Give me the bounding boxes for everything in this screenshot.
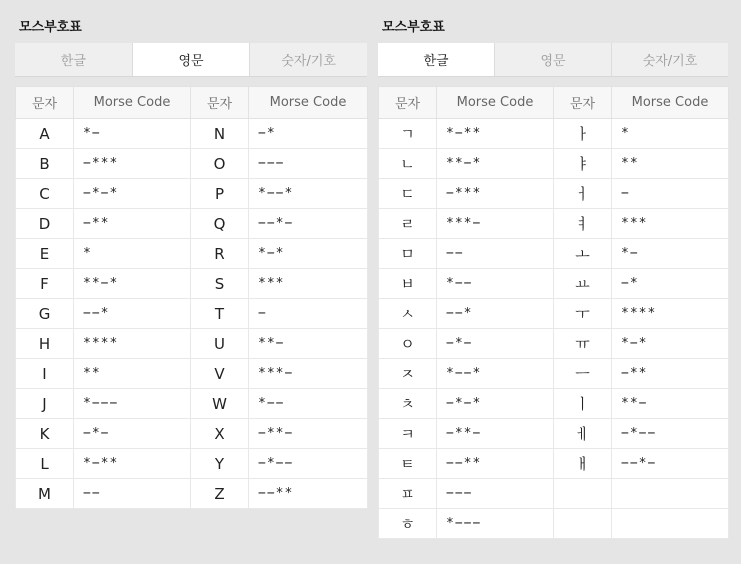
table-row <box>379 509 729 539</box>
table-row <box>379 329 729 359</box>
letter-cell: ㅣ <box>554 389 612 419</box>
letter-cell: ㅠ <box>554 329 612 359</box>
morse-code-cell: −** <box>612 359 729 389</box>
morse-code-cell: −*−* <box>437 389 554 419</box>
letter-cell: K <box>16 419 74 449</box>
letter-cell: ㅂ <box>379 269 437 299</box>
table-row <box>379 419 729 449</box>
table-row <box>379 449 729 479</box>
letter-cell: G <box>16 299 74 329</box>
letter-cell: F <box>16 269 74 299</box>
morse-code-cell: **−* <box>74 269 191 299</box>
morse-code-cell: *−−− <box>74 389 191 419</box>
letter-cell: ㅈ <box>379 359 437 389</box>
morse-code-cell: −**− <box>249 419 368 449</box>
letter-cell: ㅓ <box>554 179 612 209</box>
morse-code-cell: **** <box>612 299 729 329</box>
letter-cell: ㅜ <box>554 299 612 329</box>
morse-code-cell: −*−* <box>74 179 191 209</box>
letter-cell: W <box>191 389 249 419</box>
table-row <box>16 359 368 389</box>
morse-code-cell: −*** <box>437 179 554 209</box>
morse-code-cell: *** <box>612 209 729 239</box>
letter-cell: ㅁ <box>379 239 437 269</box>
morse-code-cell: −−** <box>437 449 554 479</box>
letter-cell: T <box>191 299 249 329</box>
letter-cell: R <box>191 239 249 269</box>
morse-code-cell: *−−* <box>249 179 368 209</box>
table-row <box>379 209 729 239</box>
morse-code-cell: −** <box>74 209 191 239</box>
letter-cell: ㅍ <box>379 479 437 509</box>
letter-cell: ㅋ <box>379 419 437 449</box>
tab-english[interactable]: 영문 <box>133 43 251 76</box>
table-row <box>16 239 368 269</box>
table-row <box>16 479 368 509</box>
morse-code-cell: −− <box>74 479 191 509</box>
letter-cell: ㅐ <box>554 449 612 479</box>
morse-table <box>378 86 729 539</box>
morse-code-cell: −*** <box>74 149 191 179</box>
letter-cell: ㅕ <box>554 209 612 239</box>
morse-code-cell: *− <box>74 119 191 149</box>
table-row <box>379 239 729 269</box>
morse-code-cell: −−* <box>437 299 554 329</box>
morse-code-cell: *−− <box>249 389 368 419</box>
morse-code-cell: −−− <box>437 479 554 509</box>
table-row <box>16 149 368 179</box>
tab-english[interactable]: 영문 <box>495 43 612 76</box>
morse-code-cell: *−** <box>74 449 191 479</box>
morse-code-cell: −*−− <box>612 419 729 449</box>
column-header-char: 문자 <box>16 87 74 119</box>
tab-korean[interactable]: 한글 <box>15 43 133 76</box>
morse-code-cell: ** <box>612 149 729 179</box>
column-header-char: 문자 <box>379 87 437 119</box>
morse-code-cell: − <box>612 179 729 209</box>
letter-cell: B <box>16 149 74 179</box>
letter-cell: Y <box>191 449 249 479</box>
table-row <box>16 209 368 239</box>
morse-code-cell: **** <box>74 329 191 359</box>
table-row <box>16 419 368 449</box>
letter-cell: ㄷ <box>379 179 437 209</box>
morse-code-cell: −−* <box>74 299 191 329</box>
morse-code-cell: −−*− <box>612 449 729 479</box>
table-body <box>379 119 729 539</box>
letter-cell: ㅔ <box>554 419 612 449</box>
letter-cell: ㅛ <box>554 269 612 299</box>
table-row <box>16 299 368 329</box>
morse-code-cell: *− <box>612 239 729 269</box>
letter-cell: J <box>16 389 74 419</box>
table-row <box>379 479 729 509</box>
table-row <box>379 389 729 419</box>
letter-cell: M <box>16 479 74 509</box>
letter-cell: D <box>16 209 74 239</box>
letter-cell: ㅇ <box>379 329 437 359</box>
table-row <box>379 299 729 329</box>
morse-code-cell: *−−− <box>437 509 554 539</box>
morse-code-cell: ***− <box>437 209 554 239</box>
morse-code-cell: **−* <box>437 149 554 179</box>
letter-cell: ㅌ <box>379 449 437 479</box>
letter-cell: A <box>16 119 74 149</box>
column-header-code: Morse Code <box>74 87 191 119</box>
morse-code-cell: **− <box>612 389 729 419</box>
table-row <box>379 359 729 389</box>
panel-title: 모스부호표 <box>382 20 445 35</box>
letter-cell: S <box>191 269 249 299</box>
table-body <box>16 119 368 509</box>
letter-cell: ㅅ <box>379 299 437 329</box>
morse-code-cell <box>612 509 729 539</box>
letter-cell: Z <box>191 479 249 509</box>
morse-code-cell: ***− <box>249 359 368 389</box>
letter-cell: P <box>191 179 249 209</box>
letter-cell: ㅊ <box>379 389 437 419</box>
morse-code-cell: −*− <box>437 329 554 359</box>
morse-code-cell: −−− <box>249 149 368 179</box>
morse-code-cell: − <box>249 299 368 329</box>
morse-code-cell: *−− <box>437 269 554 299</box>
tab-bar <box>378 43 728 77</box>
morse-code-cell: −−** <box>249 479 368 509</box>
morse-code-cell: *−* <box>249 239 368 269</box>
table-header-row <box>379 87 729 119</box>
letter-cell: C <box>16 179 74 209</box>
column-header-code: Morse Code <box>249 87 368 119</box>
letter-cell: I <box>16 359 74 389</box>
letter-cell: L <box>16 449 74 479</box>
morse-code-cell: −* <box>249 119 368 149</box>
letter-cell: O <box>191 149 249 179</box>
tab-bar <box>15 43 367 77</box>
morse-code-cell: * <box>612 119 729 149</box>
morse-code-cell: −− <box>437 239 554 269</box>
morse-code-cell <box>612 479 729 509</box>
letter-cell: ㅑ <box>554 149 612 179</box>
tab-numbers-symbols[interactable]: 숫자/기호 <box>250 43 367 76</box>
letter-cell: X <box>191 419 249 449</box>
morse-code-cell: *−** <box>437 119 554 149</box>
letter-cell: ㅡ <box>554 359 612 389</box>
column-header-code: Morse Code <box>612 87 729 119</box>
morse-code-cell: −**− <box>437 419 554 449</box>
table-row <box>379 149 729 179</box>
morse-code-cell: * <box>74 239 191 269</box>
morse-code-cell: *** <box>249 269 368 299</box>
letter-cell: V <box>191 359 249 389</box>
column-header-code: Morse Code <box>437 87 554 119</box>
letter-cell: ㅏ <box>554 119 612 149</box>
table-row <box>16 449 368 479</box>
table-row <box>16 329 368 359</box>
morse-code-cell: −−*− <box>249 209 368 239</box>
letter-cell: H <box>16 329 74 359</box>
table-row <box>379 269 729 299</box>
letter-cell: Q <box>191 209 249 239</box>
letter-cell: ㄹ <box>379 209 437 239</box>
morse-code-cell: −*−− <box>249 449 368 479</box>
letter-cell: ㅎ <box>379 509 437 539</box>
tab-numbers-symbols[interactable]: 숫자/기호 <box>612 43 728 76</box>
letter-cell <box>554 509 612 539</box>
morse-code-cell: −*− <box>74 419 191 449</box>
table-header-row <box>16 87 368 119</box>
letter-cell: N <box>191 119 249 149</box>
table-row <box>379 179 729 209</box>
letter-cell <box>554 479 612 509</box>
table-row <box>16 119 368 149</box>
table-row <box>379 119 729 149</box>
letter-cell: ㅗ <box>554 239 612 269</box>
morse-table <box>15 86 368 509</box>
letter-cell: ㄱ <box>379 119 437 149</box>
morse-code-cell: ** <box>74 359 191 389</box>
column-header-char: 문자 <box>191 87 249 119</box>
table-row <box>16 389 368 419</box>
morse-code-cell: *−−* <box>437 359 554 389</box>
morse-code-cell: −* <box>612 269 729 299</box>
morse-code-cell: **− <box>249 329 368 359</box>
column-header-char: 문자 <box>554 87 612 119</box>
panel-title: 모스부호표 <box>19 20 82 35</box>
table-row <box>16 269 368 299</box>
tab-korean[interactable]: 한글 <box>378 43 495 76</box>
letter-cell: E <box>16 239 74 269</box>
morse-code-cell: *−* <box>612 329 729 359</box>
letter-cell: U <box>191 329 249 359</box>
letter-cell: ㄴ <box>379 149 437 179</box>
table-row <box>16 179 368 209</box>
